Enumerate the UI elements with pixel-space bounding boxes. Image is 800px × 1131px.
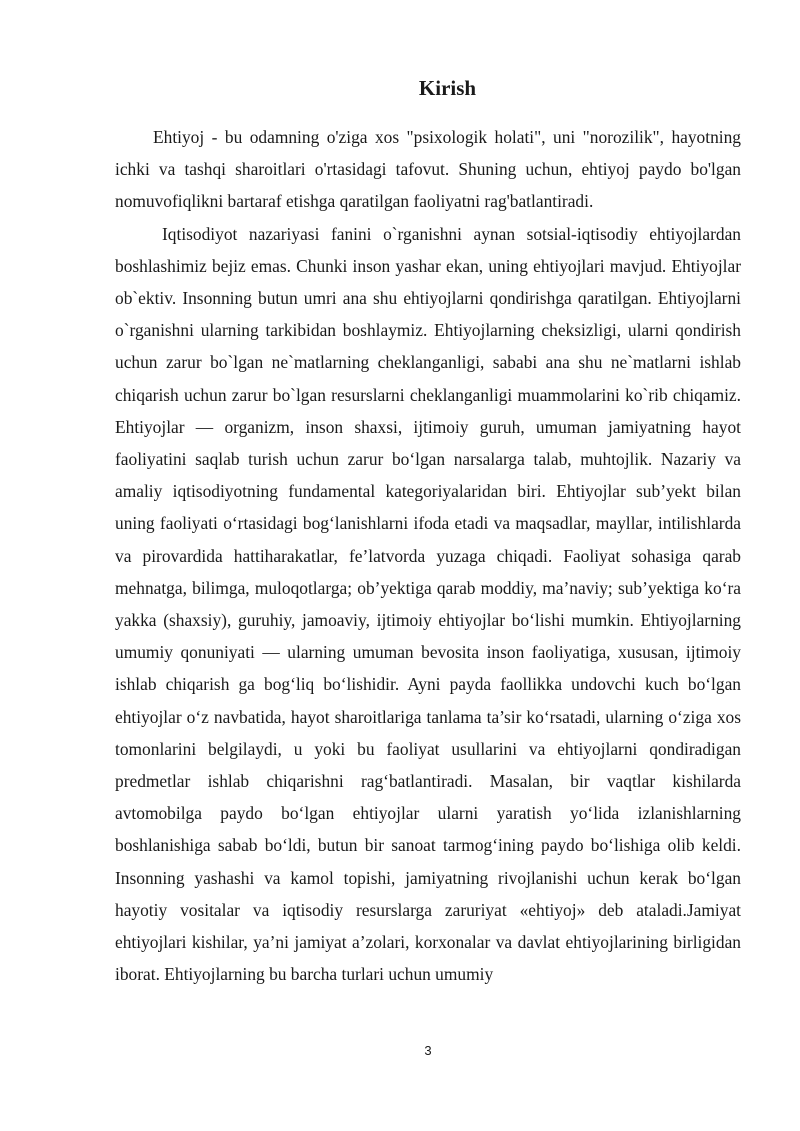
paragraph-main: Iqtisodiyot nazariyasi fanini o`rganishni aynan sotsial-iqtisodiy ehtiyojlardan boshlashimiz bejiz emas. Chunki inson yashar ekan, uning ehtiyojlari mavjud. Ehtiyojlar ob`ektiv. Insonning butun umri ana shu ehtiyojlarni qondirishga qaratilgan. Ehtiyojlarni o`rganishni ularning tarkibidan boshlaymiz. Ehtiyojlarning cheksizligi, ularni qondirish uchun zarur bo`lgan ne`matlarning cheklanganligi, sababi ana shu ne`matlarni ishlab chiqarish uchun zarur bo`lgan resurslarni cheklanganligi muammolarini ko`rib chiqamiz. Ehtiyojlar — organizm, inson shaxsi, ijtimoiy guruh, umuman jamiyatning hayot faoliyatini saqlab turish uchun zarur boʻlgan narsalarga talab, muhtojlik. Nazariy va amaliy iqtisodiyotning fundamental kategoriyalaridan biri. Ehtiyojlar sub’yekt bilan uning faoliyati oʻrtasidagi bogʻlanishlarni ifoda etadi va maqsadlar, mayllar, intilishlarda va pirovardida hattiharakatlar, fe’latvorda yuzaga chiqadi. Faoliyat sohasiga qarab mehnatga, bilimga, muloqotlarga; ob’yektiga qarab moddiy, ma’naviy; sub’yektiga koʻra yakka (shaxsiy), guruhiy, jamoaviy, ijtimoiy ehtiyojlar boʻlishi mumkin. Ehtiyojlarning umumiy qonuniyati — ularning umuman bevosita inson faoliyatiga, xususan, ijtimoiy ishlab chiqarish ga bogʻliq boʻlishidir. Ayni payda faollikka undovchi kuch boʻlgan ehtiyojlar oʻz navbatida, hayot sharoitlariga tanlama ta’sir koʻrsatadi, ularning oʻziga xos tomonlarini belgilaydi, u yoki bu faoliyat usullarini va ehtiyojlarni qondiradigan predmetlar ishlab chiqarishni ragʻbatlantiradi. Masalan, bir vaqtlar kishilarda avtomobilga paydo boʻlgan ehtiyojlar ularni yaratish yoʻlida izlanishlarning boshlanishiga sabab boʻldi, butun bir sanoat tarmogʻining paydo boʻlishiga olib keldi. Insonning yashashi va kamol topishi, jamiyatning rivojlanishi uchun kerak boʻlgan hayotiy vositalar va iqtisodiy resurslarga zaruriyat «ehtiyoj» deb ataladi.Jamiyat ehtiyojlari kishilar, ya’ni jamiyat a’zolari, korxonalar va davlat ehtiyojlarining birligidan iborat. Ehtiyojlarning bu barcha turlari uchun umumiy — [115, 223, 741, 985]
section-title: Kirish — [418, 76, 477, 100]
body-text — [115, 121, 741, 990]
paragraph-intro: Ehtiyoj - bu odamning o'ziga xos "psixologik holati", uni "norozilik", hayotning ichki va tashqi sharoitlari o'rtasidagi tafovut. Shuning uchun, ehtiyoj paydo bo'lgan nomuvofiqlikni bartaraf etishga qaratilgan faoliyatni rag'batlantiradi. — [115, 127, 741, 212]
page-number: 3 — [424, 1043, 432, 1058]
